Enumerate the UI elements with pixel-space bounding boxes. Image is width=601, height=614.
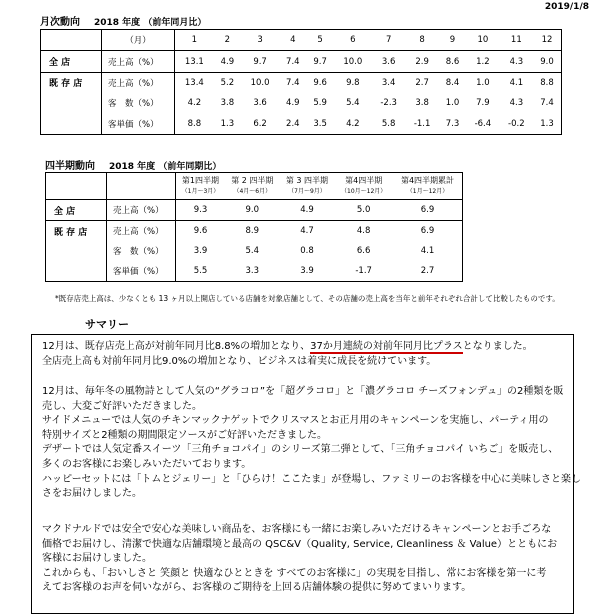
cell: 2.7 xyxy=(415,77,429,88)
cell: 4.2 xyxy=(346,118,360,129)
cell: 4.9 xyxy=(280,200,335,221)
summary-line: サイドメニューでは人気のチキンマックナゲットでクリスマスとお正月用のキャンペーンを実施し、パーティ用の xyxy=(42,415,549,427)
cell: -1.7 xyxy=(355,266,372,276)
row-label: 客 数（%） xyxy=(107,241,176,261)
row-label: 客単価（%） xyxy=(102,114,175,135)
quarter-header: 第4四半期累計 （1月～12月） xyxy=(393,173,463,200)
month-header: 11 xyxy=(500,30,533,51)
month-header: 5 xyxy=(306,30,333,51)
summary-line: さをお届けしました。 xyxy=(42,488,142,500)
cell: 9.0 xyxy=(225,200,280,221)
row-label: 売上高（%） xyxy=(102,51,175,72)
month-header-label: （月） xyxy=(102,30,175,51)
summary-line: 売し、大変ご好評いただきました。 xyxy=(42,400,202,412)
cell: -6.4 xyxy=(474,118,492,129)
summary-line: 特別サイズと2種類の期間限定ソースがご好評いただきました。 xyxy=(42,429,328,441)
month-header: 10 xyxy=(466,30,499,51)
cell: 10.0 xyxy=(250,77,270,88)
cell: 8.4 xyxy=(445,77,460,88)
cell: 5.8 xyxy=(381,118,396,129)
row-label: 売上高（%） xyxy=(107,200,176,221)
table-row xyxy=(41,51,562,72)
cell: 3.4 xyxy=(381,77,396,88)
cell: 9.7 xyxy=(306,51,333,72)
cell: 3.6 xyxy=(253,98,267,109)
cell: 5.5 xyxy=(193,266,208,276)
cell: 2.9 xyxy=(405,51,438,72)
cell: 9.6 xyxy=(193,226,208,236)
cell: 9.7 xyxy=(241,51,279,72)
row-label: 客 数（%） xyxy=(102,93,175,113)
cell: 4.1 xyxy=(420,246,435,256)
cell: 4.3 xyxy=(509,98,524,109)
quarterly-subtitle: 2018 年度 （前年同期比） xyxy=(109,162,222,172)
cell: 5.0 xyxy=(334,200,393,221)
row-label: 客単価（%） xyxy=(107,261,176,282)
cell: 4.9 xyxy=(214,51,241,72)
cell: 1.3 xyxy=(540,118,554,129)
cell: 4.7 xyxy=(300,226,314,236)
summary-paragraph-1 xyxy=(42,340,533,369)
table-row xyxy=(41,93,562,113)
cell: 3.6 xyxy=(372,51,405,72)
monthly-section-title xyxy=(40,13,206,28)
table-row xyxy=(46,200,463,221)
cell: 7.9 xyxy=(476,98,490,109)
summary-title: サマリー xyxy=(85,318,129,331)
cell: 4.3 xyxy=(500,51,533,72)
monthly-title: 月次動向 xyxy=(40,17,80,28)
summary-paragraph-3 xyxy=(42,523,557,596)
cell: 6.2 xyxy=(253,118,267,129)
all-store-label: 全 店 xyxy=(41,51,102,72)
quarter-header: 第 3 四半期 （7月～9月） xyxy=(280,173,335,200)
cell: 2.7 xyxy=(420,266,435,276)
cell: 4.2 xyxy=(187,98,202,109)
quarter-header: 第4四半期 （10月～12月） xyxy=(334,173,393,200)
summary-line: 全店売上高も対前年同月比9.0%の増加となり、ビジネスは着実に成長を続けています。 xyxy=(42,355,437,367)
summary-line: 12月は、既存店売上高が対前年同月比8.8%の増加となり、37か月連続の対前年同月比プラスとなりました。 xyxy=(42,341,533,352)
row-label: 売上高（%） xyxy=(107,221,176,242)
summary-line: えてお客様のお声を伺いながら、お客様のご期待を上回る店舗体験の提供に努めてまいります。 xyxy=(42,582,472,594)
quarter-header: 第1四半期 （1月～3月） xyxy=(176,173,225,200)
month-header: 9 xyxy=(439,30,466,51)
cell: -0.2 xyxy=(508,118,525,129)
cell: 5.2 xyxy=(220,77,235,88)
monthly-header-row xyxy=(41,30,562,51)
quarterly-section-title xyxy=(45,157,221,172)
month-header: 2 xyxy=(214,30,241,51)
all-store-label: 全 店 xyxy=(46,200,107,221)
cell: 6.9 xyxy=(420,226,435,236)
month-header: 8 xyxy=(405,30,438,51)
cell: 2.4 xyxy=(286,118,300,129)
month-header: 1 xyxy=(175,30,214,51)
cell: 5.4 xyxy=(346,98,360,109)
footnote: *既存店売上高は、少なくとも 13 ヶ月以上開店している店舗を対象店舗として、その店舗の売上高を当年と前年それぞれ合計して比較したものです。 xyxy=(55,294,560,303)
monthly-subtitle: 2018 年度 （前年同月比） xyxy=(94,18,207,28)
existing-store-label: 既 存 店 xyxy=(46,221,107,242)
summary-line: 多くのお客様にお楽しみいただいております。 xyxy=(42,458,252,470)
monthly-table xyxy=(40,29,562,135)
cell: 10.0 xyxy=(334,51,372,72)
cell: 4.8 xyxy=(356,226,371,236)
cell: 7.4 xyxy=(540,98,554,109)
cell: 6.9 xyxy=(393,200,463,221)
table-row xyxy=(41,72,562,93)
cell: 6.6 xyxy=(356,246,371,256)
table-row xyxy=(46,221,463,242)
cell: 3.5 xyxy=(313,118,327,129)
cell: 1.0 xyxy=(445,98,460,109)
cell: 1.0 xyxy=(476,77,490,88)
summary-paragraph-2 xyxy=(42,385,581,502)
cell: 3.9 xyxy=(193,246,208,256)
table-row xyxy=(41,114,562,135)
cell: 5.4 xyxy=(245,246,260,256)
summary-line: 12月は、毎年冬の風物詩として人気の“グラコロ”を「超グラコロ」と「濃グラコロ チーズフォンデュ」の2種類を販 xyxy=(42,386,564,397)
table-row xyxy=(46,261,463,282)
summary-line: マクドナルドでは安全で安心な美味しい商品を、お客様にも一緒にお楽しみいただけるキャンペーンとお手ごろな xyxy=(42,524,552,535)
cell: 13.1 xyxy=(175,51,214,72)
cell: 7.4 xyxy=(279,51,306,72)
summary-line: 客様にお届けしました。 xyxy=(42,553,152,565)
cell: 9.3 xyxy=(176,200,225,221)
cell: 13.4 xyxy=(184,77,204,88)
month-header: 7 xyxy=(372,30,405,51)
cell: 7.3 xyxy=(445,118,460,129)
cell: 0.8 xyxy=(300,246,314,256)
cell: 8.6 xyxy=(439,51,466,72)
cell: -2.3 xyxy=(380,98,397,109)
summary-line: 価格でお届けし、清潔で快適な店舗環境と最高の QSC&V（Quality, Service, Cleanliness ＆ Value）とともにお xyxy=(42,538,558,550)
cell: 8.8 xyxy=(187,118,202,129)
quarterly-title: 四半期動向 xyxy=(45,161,95,172)
cell: 9.6 xyxy=(313,77,327,88)
quarterly-table xyxy=(45,172,463,282)
report-date: 2019/1/8 xyxy=(544,2,589,12)
cell: 9.8 xyxy=(346,77,360,88)
quarter-header: 第 2 四半期 （4月～6月） xyxy=(225,173,280,200)
cell: 3.8 xyxy=(220,98,235,109)
row-label: 売上高（%） xyxy=(102,72,175,93)
cell: 5.9 xyxy=(313,98,327,109)
cell: 3.9 xyxy=(300,266,314,276)
month-header: 4 xyxy=(279,30,306,51)
cell: 1.2 xyxy=(466,51,499,72)
cell: 1.3 xyxy=(220,118,235,129)
cell: 9.0 xyxy=(533,51,561,72)
cell: 4.1 xyxy=(509,77,524,88)
month-header: 3 xyxy=(241,30,279,51)
cell: 3.8 xyxy=(415,98,429,109)
cell: 4.9 xyxy=(286,98,300,109)
existing-store-label: 既 存 店 xyxy=(41,72,102,93)
cell: -1.1 xyxy=(413,118,431,129)
table-row xyxy=(46,241,463,261)
cell: 3.3 xyxy=(245,266,260,276)
quarterly-header-row xyxy=(46,173,463,200)
month-header: 6 xyxy=(334,30,372,51)
cell: 7.4 xyxy=(286,77,300,88)
highlight-underline: 37か月連続の対前年同月比プラス xyxy=(310,341,463,352)
summary-line: これからも、「おいしさと 笑顔と 快適なひとときを すべてのお客様に」の実現を目指し、常にお客様を第一に考 xyxy=(42,567,547,579)
summary-line: デザートでは人気定番スイーツ「三角チョコパイ」のシリーズ第二弾として、「三角チョコパイ いちご」を販売し、 xyxy=(42,444,559,456)
summary-line: ハッピーセットには「トムとジェリー」と「ひらけ！ここたま」が登場し、ファミリーのお客様を中心に美味しさと楽し xyxy=(42,473,581,485)
month-header: 12 xyxy=(533,30,561,51)
cell: 8.8 xyxy=(540,77,554,88)
cell: 8.9 xyxy=(245,226,260,236)
